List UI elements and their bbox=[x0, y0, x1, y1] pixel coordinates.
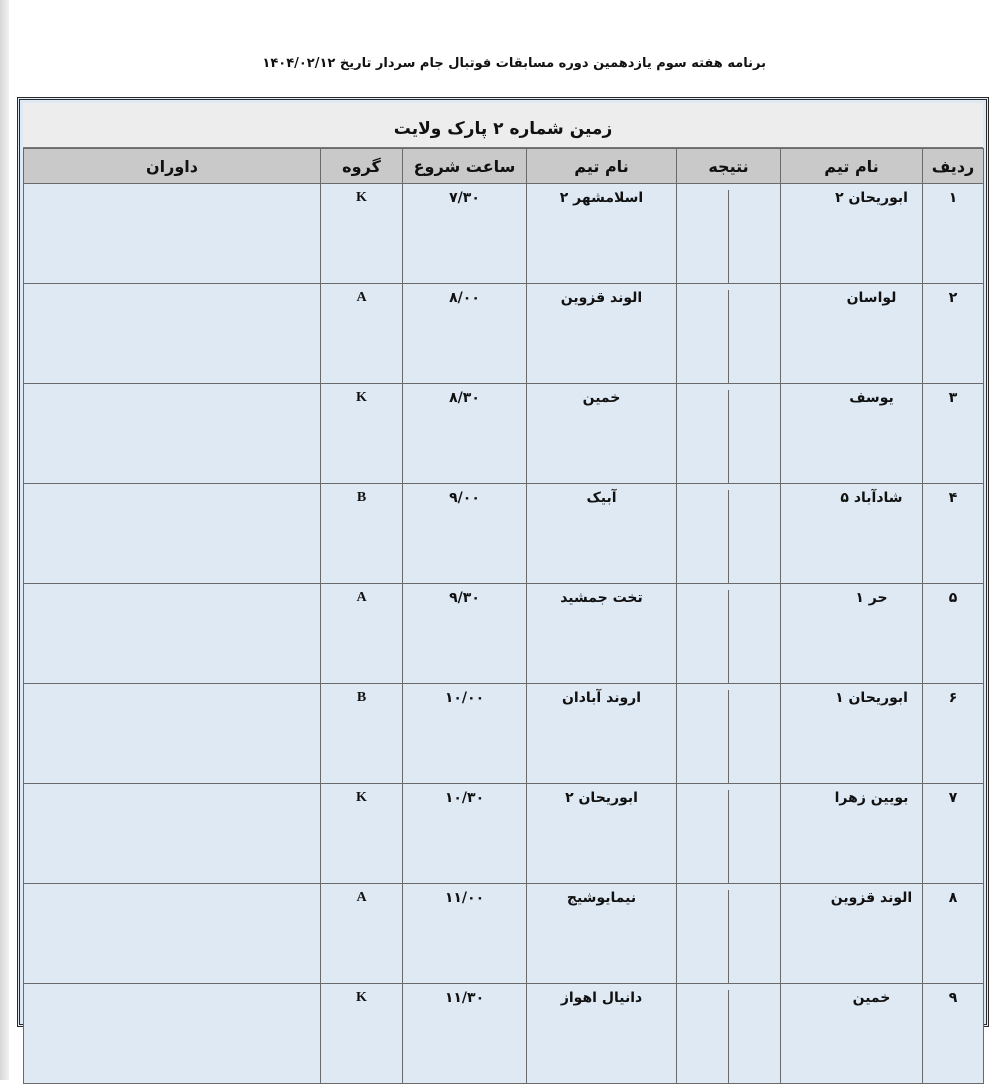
table-row bbox=[24, 184, 984, 284]
start-time: ۱۰/۳۰ bbox=[403, 784, 527, 884]
start-time: ۸/۳۰ bbox=[403, 384, 527, 484]
home-score-box[interactable] bbox=[729, 190, 780, 283]
referees-cell[interactable] bbox=[24, 284, 321, 384]
row-index: ۶ bbox=[923, 684, 984, 784]
table-row bbox=[24, 984, 984, 1084]
row-index: ۵ bbox=[923, 584, 984, 684]
away-team-name: تخت جمشید bbox=[527, 584, 677, 684]
start-time: ۹/۳۰ bbox=[403, 584, 527, 684]
group-letter: K bbox=[321, 784, 403, 884]
referees-cell[interactable] bbox=[24, 184, 321, 284]
header-index: ردیف bbox=[923, 149, 984, 184]
away-score-box[interactable] bbox=[677, 290, 729, 383]
result-cell[interactable] bbox=[677, 884, 781, 984]
row-index: ۱ bbox=[923, 184, 984, 284]
schedule-sheet bbox=[17, 97, 989, 1027]
header-group: گروه bbox=[321, 149, 403, 184]
header-result: نتیجه bbox=[677, 149, 781, 184]
home-team-label: یوسف bbox=[849, 390, 894, 406]
start-time: ۱۰/۰۰ bbox=[403, 684, 527, 784]
away-score-box[interactable] bbox=[677, 590, 729, 683]
group-letter: A bbox=[321, 884, 403, 984]
referees-cell[interactable] bbox=[24, 584, 321, 684]
home-score-box[interactable] bbox=[729, 390, 780, 483]
result-score-boxes[interactable] bbox=[677, 590, 780, 683]
result-score-boxes[interactable] bbox=[677, 690, 780, 783]
row-index: ۲ bbox=[923, 284, 984, 384]
away-score-box[interactable] bbox=[677, 790, 729, 883]
home-score-box[interactable] bbox=[729, 690, 780, 783]
referees-cell[interactable] bbox=[24, 684, 321, 784]
table-row bbox=[24, 784, 984, 884]
group-letter: A bbox=[321, 284, 403, 384]
home-team-label: حر ۱ bbox=[855, 590, 888, 606]
home-score-box[interactable] bbox=[729, 990, 780, 1083]
row-index: ۷ bbox=[923, 784, 984, 884]
home-score-box[interactable] bbox=[729, 890, 780, 983]
table-row bbox=[24, 884, 984, 984]
start-time: ۷/۳۰ bbox=[403, 184, 527, 284]
home-team-name bbox=[781, 484, 923, 584]
away-score-box[interactable] bbox=[677, 190, 729, 283]
group-letter: B bbox=[321, 684, 403, 784]
referees-cell[interactable] bbox=[24, 984, 321, 1084]
home-team-label: بویین زهرا bbox=[834, 790, 909, 806]
home-score-box[interactable] bbox=[729, 290, 780, 383]
header-home-team: نام تیم bbox=[781, 149, 923, 184]
start-time: ۸/۰۰ bbox=[403, 284, 527, 384]
referees-cell[interactable] bbox=[24, 784, 321, 884]
table-header-row bbox=[24, 149, 984, 184]
page-edge-shadow bbox=[0, 0, 9, 1080]
home-team-label: ابوریحان ۲ bbox=[835, 190, 908, 206]
home-team-name bbox=[781, 884, 923, 984]
home-team-name bbox=[781, 384, 923, 484]
away-team-name: اروند آبادان bbox=[527, 684, 677, 784]
home-team-name bbox=[781, 784, 923, 884]
result-cell[interactable] bbox=[677, 484, 781, 584]
away-team-name: ابوریحان ۲ bbox=[527, 784, 677, 884]
home-team-label: الوند قزوین bbox=[830, 890, 913, 906]
home-team-label: ابوریحان ۱ bbox=[835, 690, 908, 706]
table-row bbox=[24, 284, 984, 384]
home-team-name bbox=[781, 684, 923, 784]
away-team-name: نیمایوشیج bbox=[527, 884, 677, 984]
group-letter: B bbox=[321, 484, 403, 584]
table-row bbox=[24, 484, 984, 584]
away-score-box[interactable] bbox=[677, 890, 729, 983]
away-team-name: آبیک bbox=[527, 484, 677, 584]
group-letter: K bbox=[321, 984, 403, 1084]
away-score-box[interactable] bbox=[677, 690, 729, 783]
start-time: ۹/۰۰ bbox=[403, 484, 527, 584]
start-time: ۱۱/۰۰ bbox=[403, 884, 527, 984]
result-score-boxes[interactable] bbox=[677, 790, 780, 883]
result-cell[interactable] bbox=[677, 384, 781, 484]
group-letter: K bbox=[321, 384, 403, 484]
header-away-team: نام تیم bbox=[527, 149, 677, 184]
table-body bbox=[24, 184, 984, 1084]
header-start-time: ساعت شروع bbox=[403, 149, 527, 184]
away-score-box[interactable] bbox=[677, 490, 729, 583]
result-score-boxes[interactable] bbox=[677, 890, 780, 983]
referees-cell[interactable] bbox=[24, 384, 321, 484]
home-team-name bbox=[781, 284, 923, 384]
home-score-box[interactable] bbox=[729, 490, 780, 583]
referees-cell[interactable] bbox=[24, 484, 321, 584]
away-team-name: الوند قزوین bbox=[527, 284, 677, 384]
result-cell[interactable] bbox=[677, 984, 781, 1084]
result-score-boxes[interactable] bbox=[677, 390, 780, 483]
schedule-table bbox=[23, 148, 984, 1084]
home-score-box[interactable] bbox=[729, 790, 780, 883]
result-score-boxes[interactable] bbox=[677, 290, 780, 383]
header-referees: داوران bbox=[24, 149, 321, 184]
result-score-boxes[interactable] bbox=[677, 990, 780, 1083]
home-team-label: لواسان bbox=[846, 290, 897, 306]
home-team-label: شادآباد ۵ bbox=[840, 490, 903, 506]
group-letter: A bbox=[321, 584, 403, 684]
away-score-box[interactable] bbox=[677, 390, 729, 483]
result-cell[interactable] bbox=[677, 684, 781, 784]
result-cell[interactable] bbox=[677, 784, 781, 884]
table-row bbox=[24, 684, 984, 784]
home-team-name bbox=[781, 184, 923, 284]
start-time: ۱۱/۳۰ bbox=[403, 984, 527, 1084]
result-cell[interactable] bbox=[677, 184, 781, 284]
away-score-box[interactable] bbox=[677, 990, 729, 1083]
group-letter: K bbox=[321, 184, 403, 284]
home-score-box[interactable] bbox=[729, 590, 780, 683]
table-row bbox=[24, 384, 984, 484]
away-team-name: اسلامشهر ۲ bbox=[527, 184, 677, 284]
referees-cell[interactable] bbox=[24, 884, 321, 984]
away-team-name: دانیال اهواز bbox=[527, 984, 677, 1084]
result-score-boxes[interactable] bbox=[677, 190, 780, 283]
table-row bbox=[24, 584, 984, 684]
result-cell[interactable] bbox=[677, 584, 781, 684]
row-index: ۴ bbox=[923, 484, 984, 584]
home-team-label: خمین bbox=[852, 990, 891, 1006]
result-score-boxes[interactable] bbox=[677, 490, 780, 583]
home-team-name bbox=[781, 984, 923, 1084]
row-index: ۸ bbox=[923, 884, 984, 984]
row-index: ۳ bbox=[923, 384, 984, 484]
document-title: برنامه هفته سوم یازدهمین دوره مسابقات فوتبال جام سردار تاریخ ۱۴۰۴/۰۲/۱۲ bbox=[262, 56, 766, 71]
away-team-name: خمین bbox=[527, 384, 677, 484]
result-cell[interactable] bbox=[677, 284, 781, 384]
field-header: زمین شماره ۲ پارک ولایت bbox=[23, 103, 983, 148]
row-index: ۹ bbox=[923, 984, 984, 1084]
home-team-name bbox=[781, 584, 923, 684]
